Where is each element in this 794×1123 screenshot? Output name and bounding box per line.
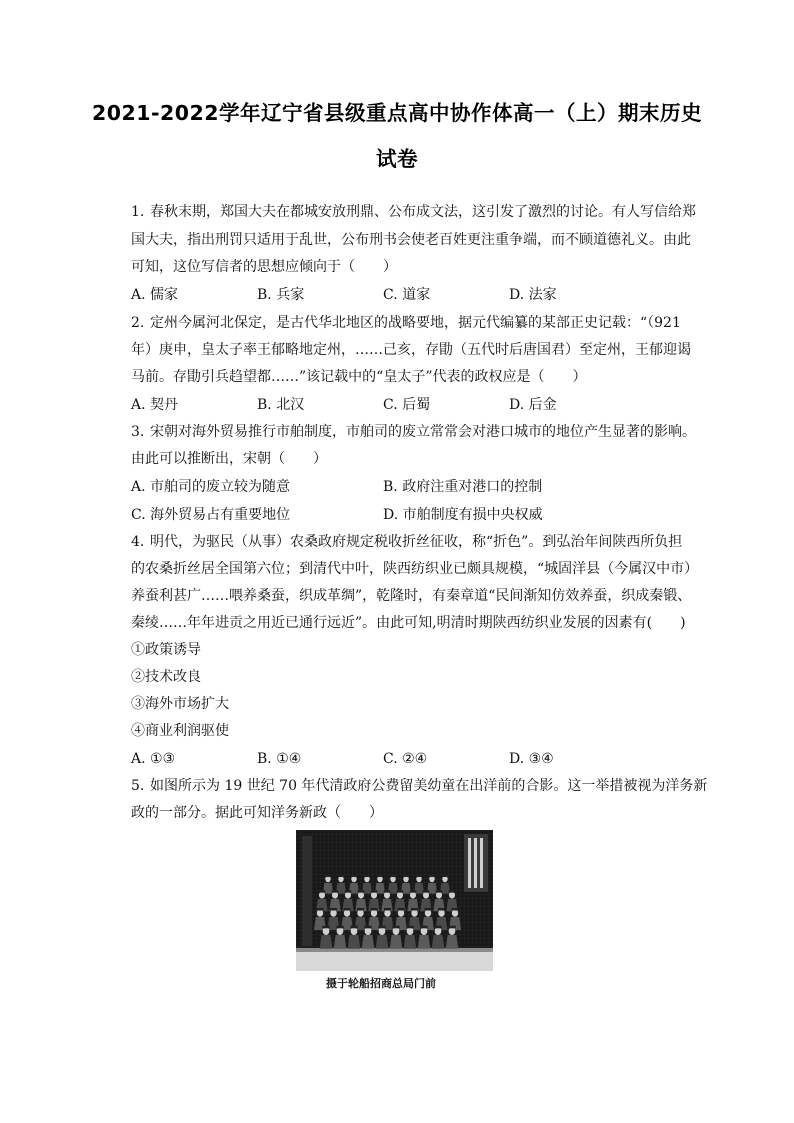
question-1-line1: 1. 春秋末期，郑国大夫在都城安放刑鼎、公布成文法，这引发了激烈的讨论。有人写信给郑 xyxy=(131,204,696,220)
photo-figure-hat xyxy=(434,926,441,929)
photo-figure-hat xyxy=(350,926,357,929)
statement-3: ③海外市场扩大 xyxy=(131,696,229,712)
photo-figure-body xyxy=(362,935,375,949)
question-1-line2: 国大夫，指出刑罚只适用于乱世，公布刑书会使老百姓更注重争端，而不顾道德礼义。由此 xyxy=(131,232,691,248)
photo-figure-body xyxy=(376,935,389,949)
group-photo-image xyxy=(296,830,493,971)
photo-figure-hat xyxy=(384,908,391,911)
photo-figure-hat xyxy=(436,890,443,892)
photo-figure-body xyxy=(320,935,333,949)
photo-figure-hat xyxy=(322,926,329,929)
photo-figure-hat xyxy=(357,908,364,911)
photo-figure-hat xyxy=(411,908,418,911)
photo-figure-hat xyxy=(338,875,344,877)
photo-figure-hat xyxy=(410,890,417,892)
photo-caption: 摄于轮船招商总局门前 xyxy=(326,977,436,990)
photo-figure-hat xyxy=(392,926,399,929)
question-5-line2: 政的一部分。据此可知洋务新政（ ） xyxy=(131,805,383,821)
photo-figure-hat xyxy=(351,875,357,877)
statement-1: ①政策诱导 xyxy=(131,642,201,658)
option-b[interactable]: B. 北汉 xyxy=(257,397,305,413)
photo-figure-hat xyxy=(390,875,396,877)
option-c[interactable]: C. 海外贸易占有重要地位 xyxy=(131,507,291,523)
photo-figure-hat xyxy=(325,875,331,877)
photo-figure-body xyxy=(334,935,347,949)
option-b[interactable]: B. ①④ xyxy=(257,751,302,767)
photo-figure-hat xyxy=(423,890,430,892)
photo-figure-hat xyxy=(420,926,427,929)
question-4-line1: 4. 明代，为驱民（从事）农桑政府规定税收折丝征收，称“折色”。到弘治年间陕西所负担 xyxy=(131,534,683,550)
photo-figure-hat xyxy=(330,908,337,911)
option-d[interactable]: D. 法家 xyxy=(509,287,557,303)
option-c[interactable]: C. 后蜀 xyxy=(383,397,431,413)
option-a[interactable]: A. 市舶司的废立较为随意 xyxy=(131,479,291,495)
photo-figure-hat xyxy=(448,926,455,929)
option-d[interactable]: D. 后金 xyxy=(509,397,557,413)
question-3-line1: 3. 宋朝对海外贸易推行市舶制度，市舶司的废立常常会对港口城市的地位产生显著的影响。 xyxy=(131,424,696,440)
option-d[interactable]: D. ③④ xyxy=(509,751,554,767)
photo-figure-hat xyxy=(332,890,339,892)
photo-figure-hat xyxy=(397,890,404,892)
statement-4: ④商业利润驱使 xyxy=(131,723,229,739)
question-2-line1: 2. 定州今属河北保定，是古代华北地区的战略要地，据元代编纂的某部正史记载：“（921 xyxy=(131,315,681,331)
photo-figure-hat xyxy=(371,890,378,892)
photo-figure-hat xyxy=(319,890,326,892)
question-number: 1. xyxy=(131,204,145,220)
photo-figure-body xyxy=(348,935,361,949)
photo-figure-hat xyxy=(377,875,383,877)
photo-figure-hat xyxy=(358,890,365,892)
question-5-line1: 5. 如图所示为 19 世纪 70 年代清政府公费留美幼童在出洋前的合影。这一举措被视为洋务新 xyxy=(131,778,708,794)
photo-figure-hat xyxy=(429,875,435,877)
option-c[interactable]: C. 道家 xyxy=(383,287,431,303)
photo-figure-body xyxy=(404,935,417,949)
photo-figure-hat xyxy=(452,908,459,911)
photo-figure-hat xyxy=(371,908,378,911)
exam-title-line1: 2021-2022学年辽宁省县级重点高中协作体高一（上）期末历史 xyxy=(91,101,703,125)
statement-2: ②技术改良 xyxy=(131,669,201,685)
option-b[interactable]: B. 兵家 xyxy=(257,287,305,303)
photo-figure-hat xyxy=(403,875,409,877)
photo-figure-body xyxy=(418,935,431,949)
option-a[interactable]: A. ①③ xyxy=(131,751,176,767)
option-a[interactable]: A. 儒家 xyxy=(131,287,179,303)
photo-figure-hat xyxy=(364,875,370,877)
photo-figure-hat xyxy=(344,908,351,911)
question-2-line2: 年）庚申，皇太子率王郁略地定州，……己亥，存勖（五代时后唐国君）至定州，王郁迎谒 xyxy=(131,342,691,358)
exam-title-line2: 试卷 xyxy=(376,147,418,171)
photo-figure-hat xyxy=(336,926,343,929)
option-b[interactable]: B. 政府注重对港口的控制 xyxy=(383,479,543,495)
photo-figure-hat xyxy=(442,875,448,877)
question-number: 3. xyxy=(131,424,145,440)
question-number: 5. xyxy=(131,778,145,794)
question-1-line3: 可知，这位写信者的思想应倾向于（ ） xyxy=(131,259,397,275)
photo-figure-hat xyxy=(317,908,324,911)
photo-figure-body xyxy=(432,935,445,949)
photo-figure-hat xyxy=(416,875,422,877)
photo-figure-hat xyxy=(449,890,456,892)
option-c[interactable]: C. ②④ xyxy=(383,751,428,767)
question-number: 2. xyxy=(131,315,145,331)
photo-figure-hat xyxy=(364,926,371,929)
photo-figure-body xyxy=(446,935,459,949)
photo-figure-body xyxy=(390,935,403,949)
photo-figure-hat xyxy=(406,926,413,929)
photo-figure-hat xyxy=(345,890,352,892)
question-4-line3: 养蚕利甚广……喂养桑蚕，织成革绸”，乾隆时，有秦章道“民间渐知仿效养蚕，织成秦锻、 xyxy=(131,588,692,604)
photo-figure-hat xyxy=(384,890,391,892)
option-d[interactable]: D. 市舶制度有损中央权威 xyxy=(383,507,543,523)
question-2-line3: 马前。存勖引兵趋望都……”该记载中的“皇太子”代表的政权应是（ ） xyxy=(131,369,587,385)
question-4-line4: 秦绫……年年进贡之用近已通行远近”。由此可知,明清时期陕西纺织业发展的因素有( ) xyxy=(131,615,686,631)
photo-figure-hat xyxy=(398,908,405,911)
question-number: 4. xyxy=(131,534,145,550)
option-a[interactable]: A. 契丹 xyxy=(131,397,179,413)
question-3-line2: 由此可以推断出，宋朝（ ） xyxy=(131,451,327,467)
group-photo xyxy=(296,830,493,971)
photo-figure-hat xyxy=(438,908,445,911)
question-4-line2: 的农桑折丝居全国第六位；到清代中叶，陕西纺织业已颇具规模，“城固洋县（今属汉中市） xyxy=(131,561,699,577)
photo-figure-hat xyxy=(378,926,385,929)
photo-figure-hat xyxy=(425,908,432,911)
